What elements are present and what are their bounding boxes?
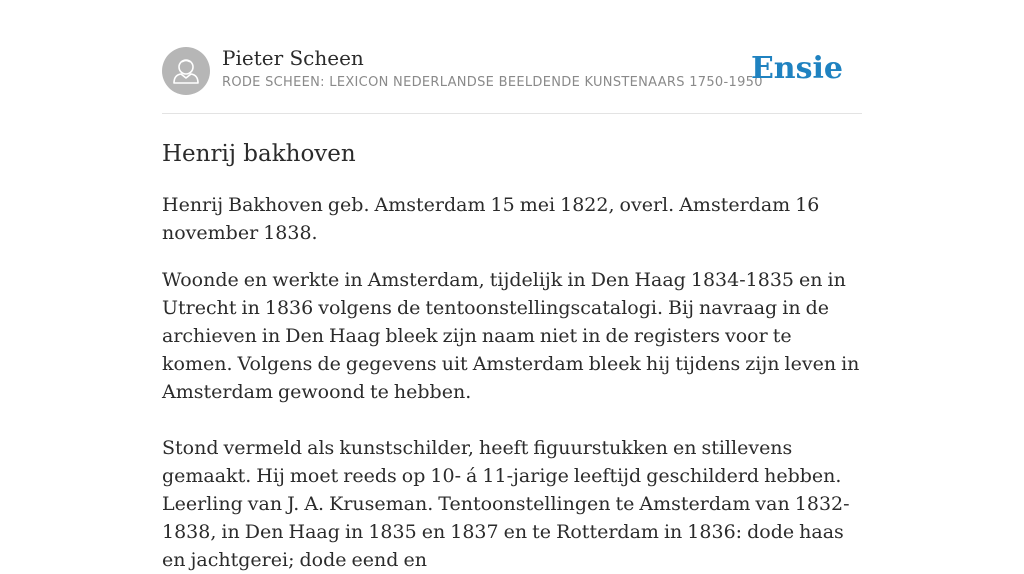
article-paragraph: Stond vermeld als kunstschilder, heeft figuurstukken en stillevens gemaakt. Hij moet reeds op 10- á 11-jarige leeftijd geschilderd hebben. Leerling van J. A. Kruseman. Tentoonstellingen te Amsterdam van 1832-1838, in Den Haag in 1835 en 1837 en te Rotterdam in 1836: dode haas en jachtgerei; dode eend en [162, 437, 850, 571]
author-avatar[interactable] [162, 47, 210, 95]
article-paragraph: Woonde en werkte in Amsterdam, tijdelijk in Den Haag 1834-1835 en in Utrecht in 1836 volgens de tentoonstellingscatalogi. Bij navraag in de archieven in Den Haag bleek zijn naam niet in de registers voor te komen. Volgens de gegevens uit Amsterdam bleek hij tijdens zijn leven in Amsterdam gewoond te hebben. [162, 269, 860, 403]
article-header [162, 0, 862, 114]
author-name[interactable]: Pieter Scheen [222, 46, 364, 70]
article-title: Henrij bakhoven [162, 141, 356, 167]
ensie-logo[interactable]: Ensie [750, 51, 843, 86]
article-paragraph: Henrij Bakhoven geb. Amsterdam 15 mei 1822, overl. Amsterdam 16 november 1838. [162, 194, 820, 244]
source-label[interactable]: RODE SCHEEN: LEXICON NEDERLANDSE BEELDENDE KUNSTENAARS 1750-1950 [222, 75, 763, 90]
article-page [162, 0, 862, 574]
user-avatar-icon [162, 47, 210, 95]
